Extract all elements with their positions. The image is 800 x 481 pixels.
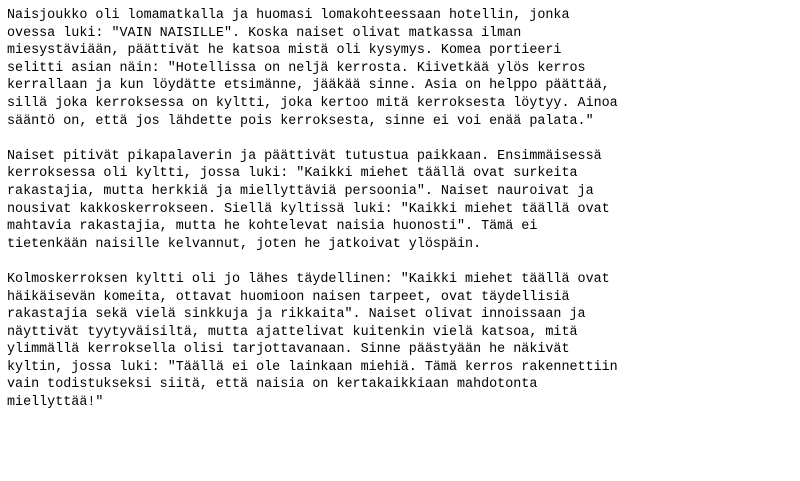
text-line: miesystäviään, päättivät he katsoa mistä oli kysymys. Komea portieeri bbox=[7, 43, 562, 59]
text-line: rakastajia sekä vielä sinkkuja ja rikkaita". Naiset olivat innoissaan ja bbox=[7, 307, 586, 323]
text-line: häikäisevän komeita, ottavat huomioon naisen tarpeet, ovat täydellisiä bbox=[7, 289, 570, 305]
text-line: ovessa luki: "VAIN NAISILLE". Koska naiset olivat matkassa ilman bbox=[7, 25, 522, 41]
text-line: Naisjoukko oli lomamatkalla ja huomasi lomakohteessaan hotellin, jonka bbox=[7, 8, 570, 23]
text-line: kerrallaan ja kun löydätte etsimänne, jääkää sinne. Asia on helppo päättää, bbox=[7, 78, 610, 94]
text-line: sääntö on, että jos lähdette pois kerroksesta, sinne ei voi enää palata." bbox=[7, 113, 594, 129]
text-line: vain todistukseksi siitä, että naisia on kertakaikkiaan mahdotonta bbox=[7, 377, 538, 393]
text-line: nousivat kakkoskerrokseen. Siellä kyltissä luki: "Kaikki miehet täällä ovat bbox=[7, 201, 610, 217]
text-line: kyltin, jossa luki: "Täällä ei ole lainkaan miehiä. Tämä kerros rakennettiin bbox=[7, 359, 618, 375]
text-line: näyttivät tyytyväisiltä, mutta ajattelivat kuitenkin vielä katsoa, mitä bbox=[7, 324, 578, 340]
text-line: Kolmoskerroksen kyltti oli jo lähes täydellinen: "Kaikki miehet täällä ovat bbox=[7, 271, 610, 287]
text-line: mahtavia rakastajia, mutta he kohtelevat naisia huonosti". Tämä ei bbox=[7, 219, 538, 235]
text-line: rakastajia, mutta herkkiä ja miellyttäviä persoonia". Naiset nauroivat ja bbox=[7, 183, 594, 199]
text-line: Naiset pitivät pikapalaverin ja päättivät tutustua paikkaan. Ensimmäisessä bbox=[7, 148, 602, 164]
paragraph-2 bbox=[7, 148, 800, 254]
paragraph-1 bbox=[7, 7, 800, 130]
text-line: ylimmällä kerroksella olisi tarjottavanaan. Sinne päästyään he näkivät bbox=[7, 342, 570, 358]
paragraph-3 bbox=[7, 271, 800, 412]
text-line: selitti asian näin: "Hotellissa on neljä kerrosta. Kiivetkää ylös kerros bbox=[7, 60, 586, 76]
text-line: sillä joka kerroksessa on kyltti, joka kertoo mitä kerroksesta löytyy. Ainoa bbox=[7, 95, 618, 111]
text-line: kerroksessa oli kyltti, jossa luki: "Kaikki miehet täällä ovat surkeita bbox=[7, 166, 578, 182]
text-line: miellyttää!" bbox=[7, 395, 104, 411]
text-line: tietenkään naisille kelvannut, joten he jatkoivat ylöspäin. bbox=[7, 236, 482, 252]
